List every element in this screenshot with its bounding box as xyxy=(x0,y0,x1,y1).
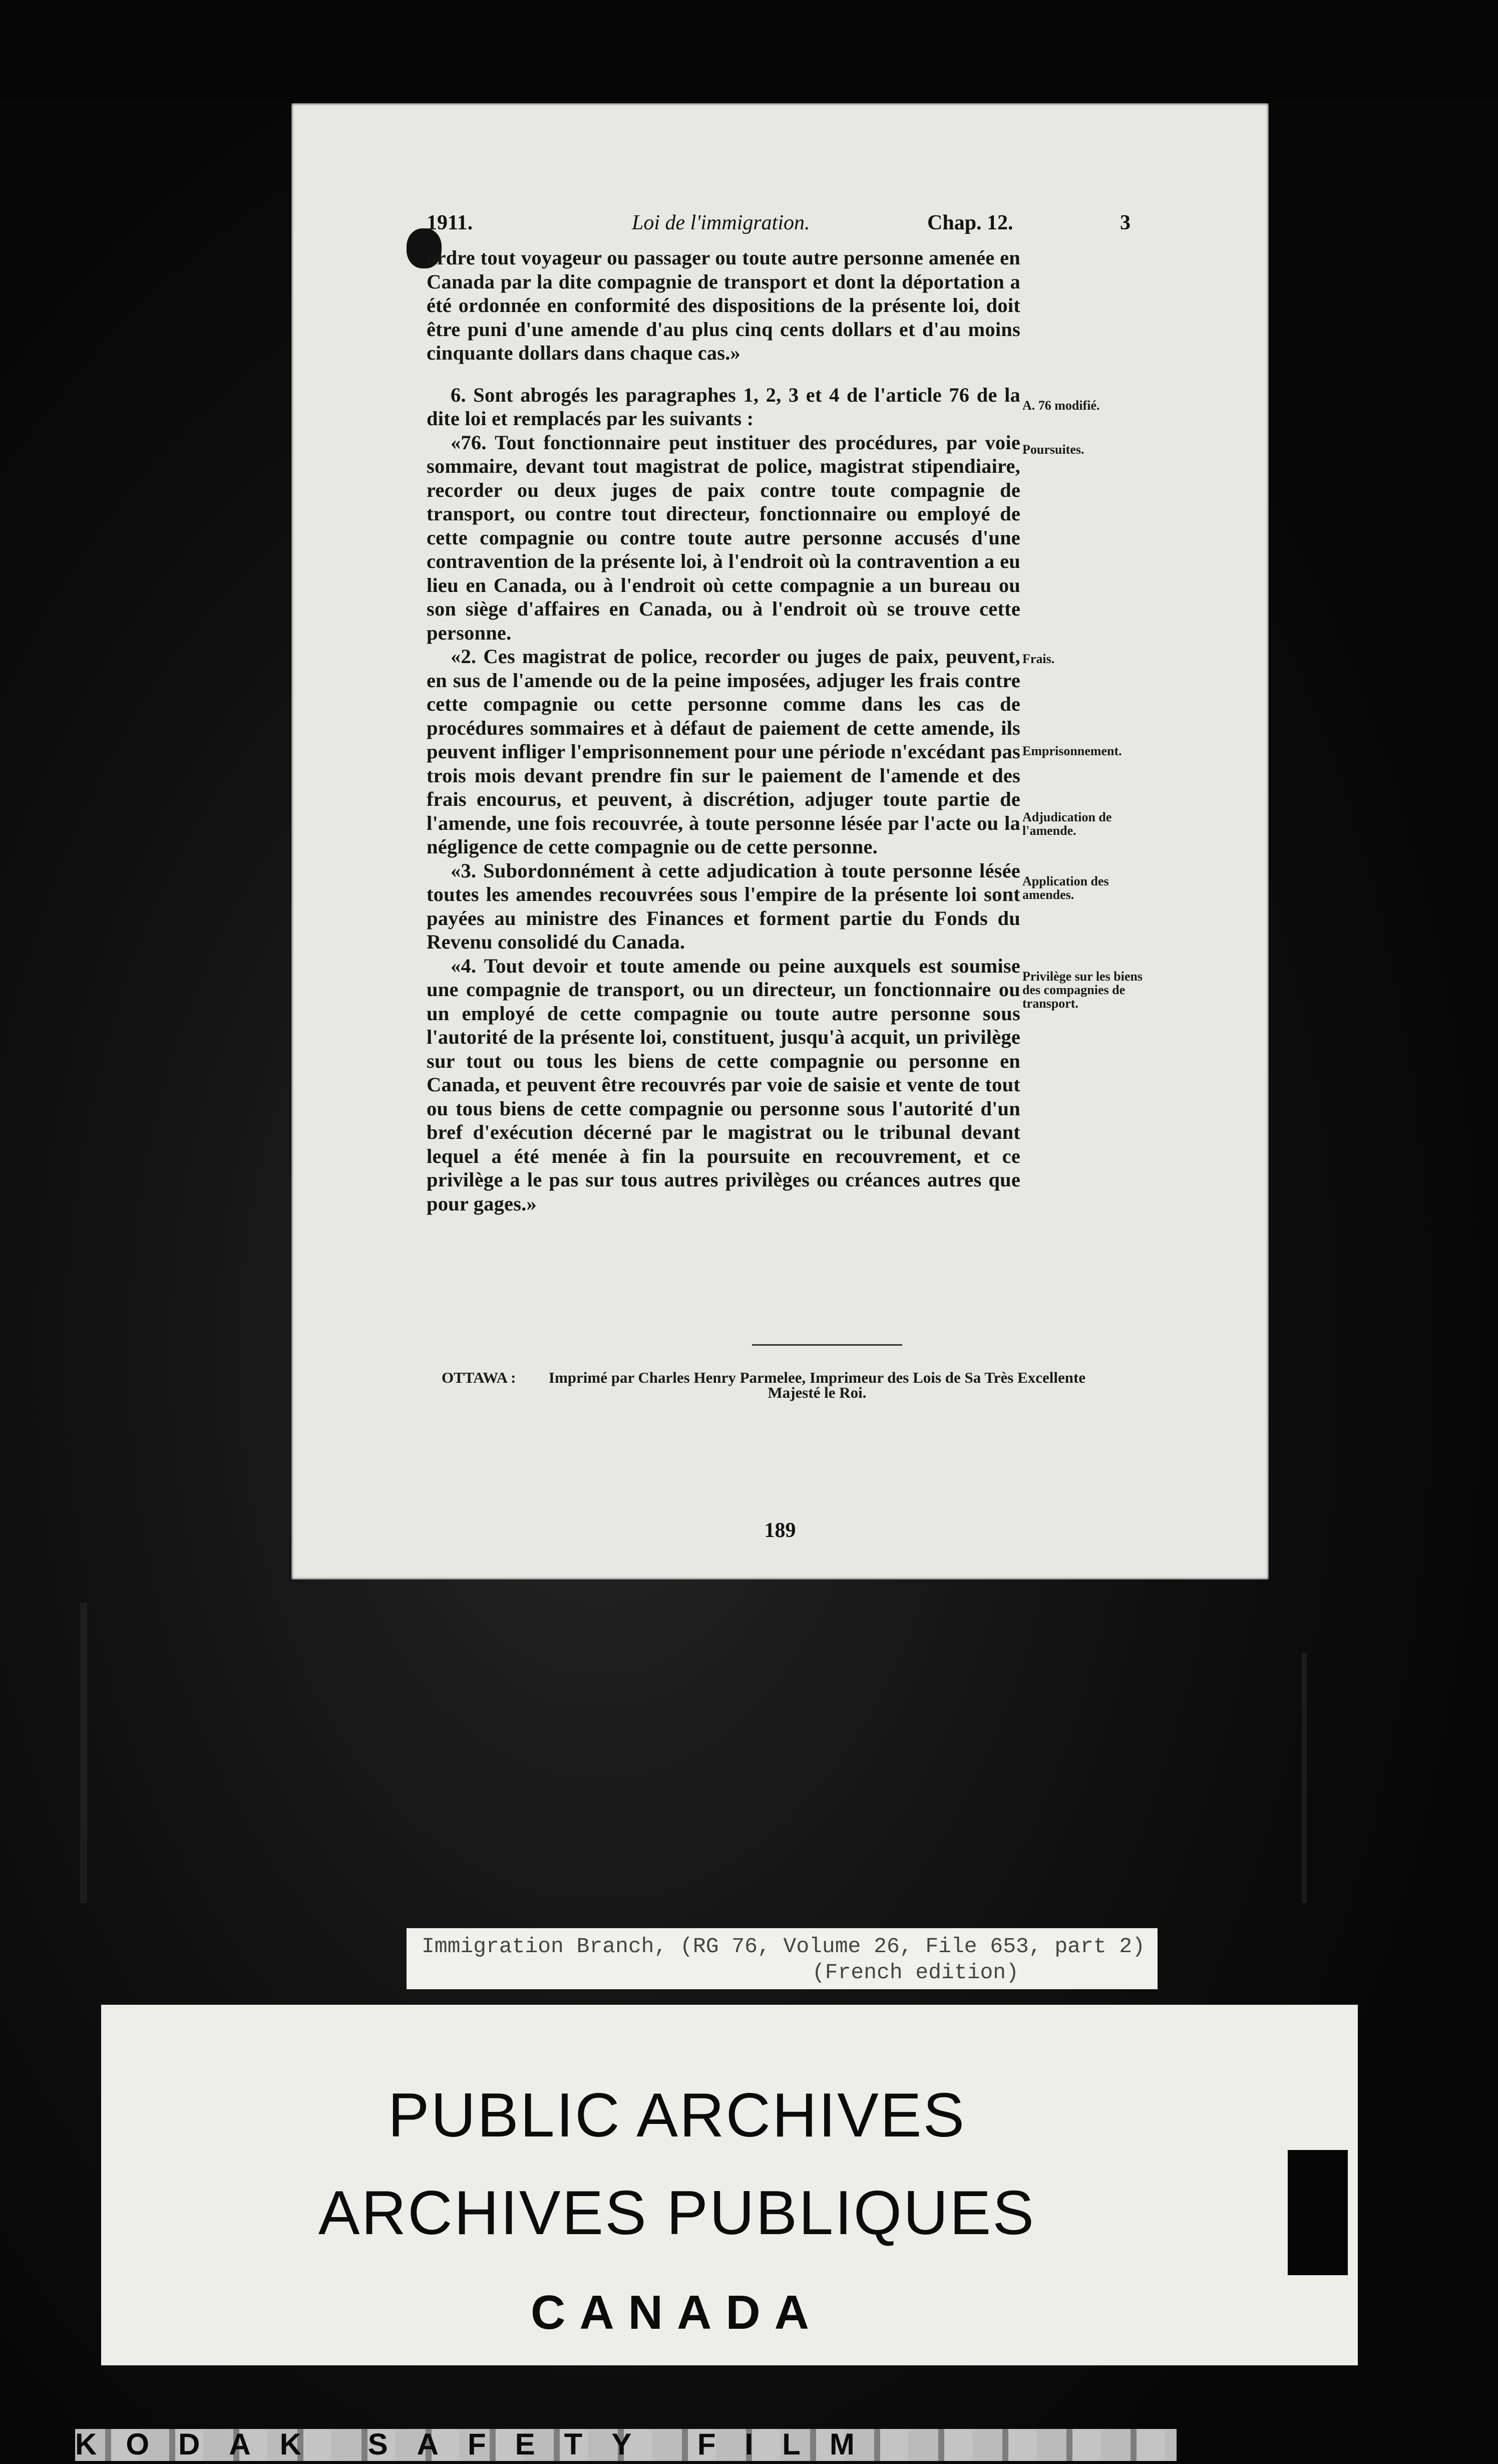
margin-note: Adjudication de l'amende. xyxy=(1022,810,1112,838)
film-top-band xyxy=(0,0,1498,100)
header-year: 1911. xyxy=(427,211,473,234)
running-header xyxy=(427,211,1138,241)
margin-note: Emprisonnement. xyxy=(1022,744,1122,758)
imprint-text: Imprimé par Charles Henry Parmelee, Imprimeur des Lois de Sa Très Excellente Majesté le Roi. xyxy=(548,1369,1086,1401)
statute-text xyxy=(427,246,1020,1215)
paragraph: «2. Ces magistrat de police, recorder ou juges de paix, peuvent, en sus de l'amende ou de la peine imposées, adjuger les frais contre cette compagnie ou cette personne comme dans les cas de procédures sommaires et à défaut de paiement de cette amende, ils peuvent infliger l'emprisonnement pour une période n'excédant pas trois mois devant prendre fin sur le paiement de l'amende et des frais encourus, et peuvent, à discrétion, adjuger toute partie de l'amende, une fois recouvrée, à toute personne lésée par l'acte ou la négligence de cette compagnie ou de cette personne. xyxy=(427,645,1020,858)
card-dark-block xyxy=(1288,2150,1348,2275)
film-edge-text: KODAK SAFETY FILM xyxy=(75,2427,884,2461)
reference-label xyxy=(407,1928,1158,1989)
margin-note: Poursuites. xyxy=(1022,442,1084,457)
header-title: Loi de l'immigration. xyxy=(632,211,810,234)
header-page-number: 3 xyxy=(1120,211,1131,234)
film-scratch xyxy=(1302,1653,1307,1903)
divider-rule xyxy=(752,1344,902,1346)
archive-line-2: ARCHIVES PUBLIQUES xyxy=(318,2179,1036,2248)
archive-card xyxy=(101,2005,1358,2365)
margin-note: Application des amendes. xyxy=(1022,874,1109,902)
paragraph: 6. Sont abrogés les paragraphes 1, 2, 3 et 4 de l'article 76 de la dite loi et remplacés par les suivants : xyxy=(427,383,1020,430)
paragraph: «4. Tout devoir et toute amende ou peine auxquels est soumise une compagnie de transport, ou un directeur, un fonctionnaire ou un employé de cette compagnie ou toute autre personne sous l'autorité de la présente loi, constituent, jusqu'à acquit, un privilège sur tout ou tous les biens de cette compagnie ou personne en Canada, et peuvent être recouvrés par voie de saisie et vente de tout ou tous biens de cette compagnie ou personne sous l'autorité d'un bref d'exécution décerné par le magistrat ou le tribunal devant lequel a été menée à fin la poursuite en recouvrement, et ce privilège a le pas sur tous autres privilèges ou créances autres que pour gages.» xyxy=(427,954,1020,1215)
header-chapter: Chap. 12. xyxy=(927,211,1013,234)
archive-line-3: CANADA xyxy=(531,2286,823,2339)
reference-line-2: (French edition) xyxy=(812,1960,1019,1985)
document-page xyxy=(291,103,1269,1580)
margin-note: Frais. xyxy=(1022,652,1055,666)
film-scratch xyxy=(80,1603,87,1903)
paragraph: «3. Subordonnément à cette adjudication à toute personne lésée toutes les amendes recouvrées sous l'empire de la présente loi sont payées au ministre des Finances et forment partie du Fonds du Revenu consolidé du Canada. xyxy=(427,859,1020,953)
archive-line-1: PUBLIC ARCHIVES xyxy=(388,2081,966,2150)
paragraph: ordre tout voyageur ou passager ou toute autre personne amenée en Canada par la dite compagnie de transport et dont la déportation a été ordonnée en conformité des dispositions de la présente loi, doit être puni d'une amende d'au plus cinq cents dollars et d'au moins cinquante dollars dans chaque cas.» xyxy=(427,246,1020,364)
reference-line-1: Immigration Branch, (RG 76, Volume 26, File 653, part 2) xyxy=(422,1934,1146,1959)
folio-number: 189 xyxy=(764,1519,796,1542)
paragraph: «76. Tout fonctionnaire peut instituer des procédures, par voie sommaire, devant tout magistrat de police, magistrat stipendiaire, recorder ou deux juges de paix contre toute compagnie de transport, ou contre tout directeur, fonctionnaire ou employé de cette compagnie ou contre toute autre personne accusés d'une contravention de la présente loi, à l'endroit où la contravention a eu lieu en Canada, ou à l'endroit où cette compagnie a un bureau ou son siège d'affaires en Canada, ou à l'endroit où se trouve cette personne. xyxy=(427,431,1020,644)
imprint-label: OTTAWA : xyxy=(442,1369,516,1386)
margin-note: Privilège sur les biens des compagnies de transport. xyxy=(1022,969,1143,1011)
margin-note: A. 76 modifié. xyxy=(1022,398,1100,413)
